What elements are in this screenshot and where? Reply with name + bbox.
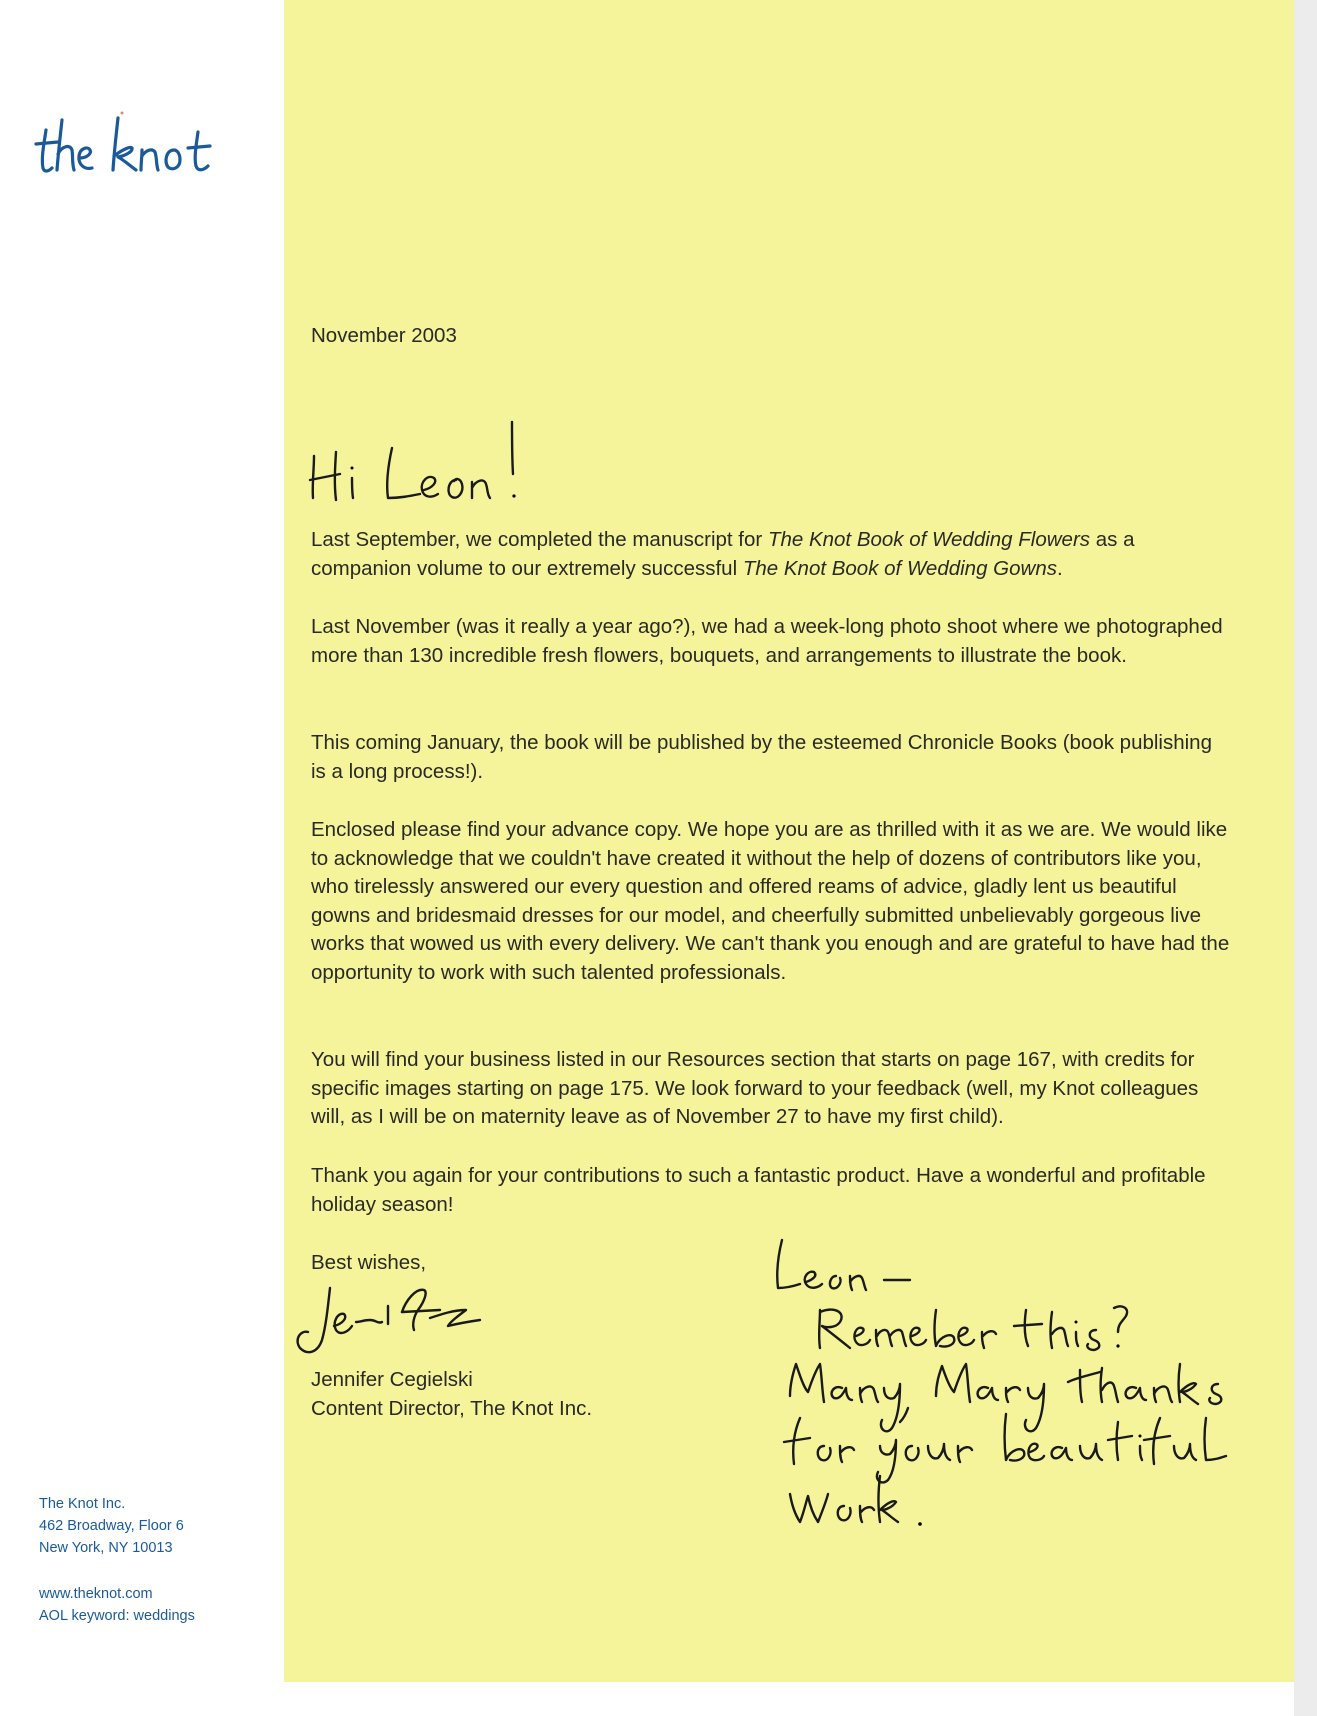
street-address: 462 Broadway, Floor 6 (39, 1518, 184, 1534)
paragraph-publication: This coming January, the book will be published by the esteemed Chronicle Books (book publishing is a long process!). (311, 731, 1212, 783)
p1-text-c: . (1056, 556, 1063, 580)
signer-name: Jennifer Cegielski (311, 1368, 473, 1391)
book-title-flowers: The Knot Book of Wedding Flowers (767, 528, 1091, 551)
city-address: New York, NY 10013 (39, 1540, 173, 1556)
p1-text-b: as a companion volume to our extremely successful (311, 528, 1135, 580)
website-link[interactable]: www.theknot.com (39, 1586, 153, 1602)
handwritten-note (760, 1232, 1280, 1552)
company-name: The Knot Inc. (39, 1496, 126, 1512)
signer-title: Content Director, The Knot Inc. (311, 1397, 593, 1420)
paragraph-thanks: Thank you again for your contributions to such a fantastic product. Have a wonderful and profitable holiday season! (311, 1164, 1206, 1216)
paragraph-photo-shoot: Last November (was it really a year ago?), we had a week-long photo shoot where we photographed more than 130 incredible fresh flowers, bouquets, and arrangements to illustrate the book. (311, 615, 1223, 667)
closing-line: Best wishes, (311, 1251, 427, 1274)
the-knot-logo (32, 110, 242, 190)
aol-keyword: AOL keyword: weddings (39, 1608, 195, 1624)
handwritten-signature (290, 1282, 520, 1372)
page-edge (1294, 0, 1317, 1716)
handwritten-greeting (300, 418, 580, 518)
paragraph-resources: You will find your business listed in our Resources section that starts on page 167, with credits for specific images starting on page 175. We look forward to your feedback (well, my Knot colleagues will, as I will be on maternity leave as of November 27 to have my first child). (311, 1048, 1199, 1129)
book-title-gowns: The Knot Book of Wedding Gowns (742, 556, 1057, 580)
letter-date: November 2003 (311, 324, 457, 347)
paragraph-acknowledgment: Enclosed please find your advance copy. We hope you are as thrilled with it as we are. We would like to acknowledge that we couldn't have created it without the help of dozens of contributors like you, who tirelessly answered our every question and offered reams of advice, gladly lent us beautiful gowns and bridesmaid dresses for our model, and cheerfully submitted unbelievably gorgeous live works that wowed us with every delivery. We can't thank you enough and are grateful to have had the opportunity to work with such talented professionals. (311, 818, 1230, 984)
paragraph-manuscript (311, 526, 1231, 583)
p1-text-a: Last September, we completed the manuscript for (311, 528, 768, 551)
